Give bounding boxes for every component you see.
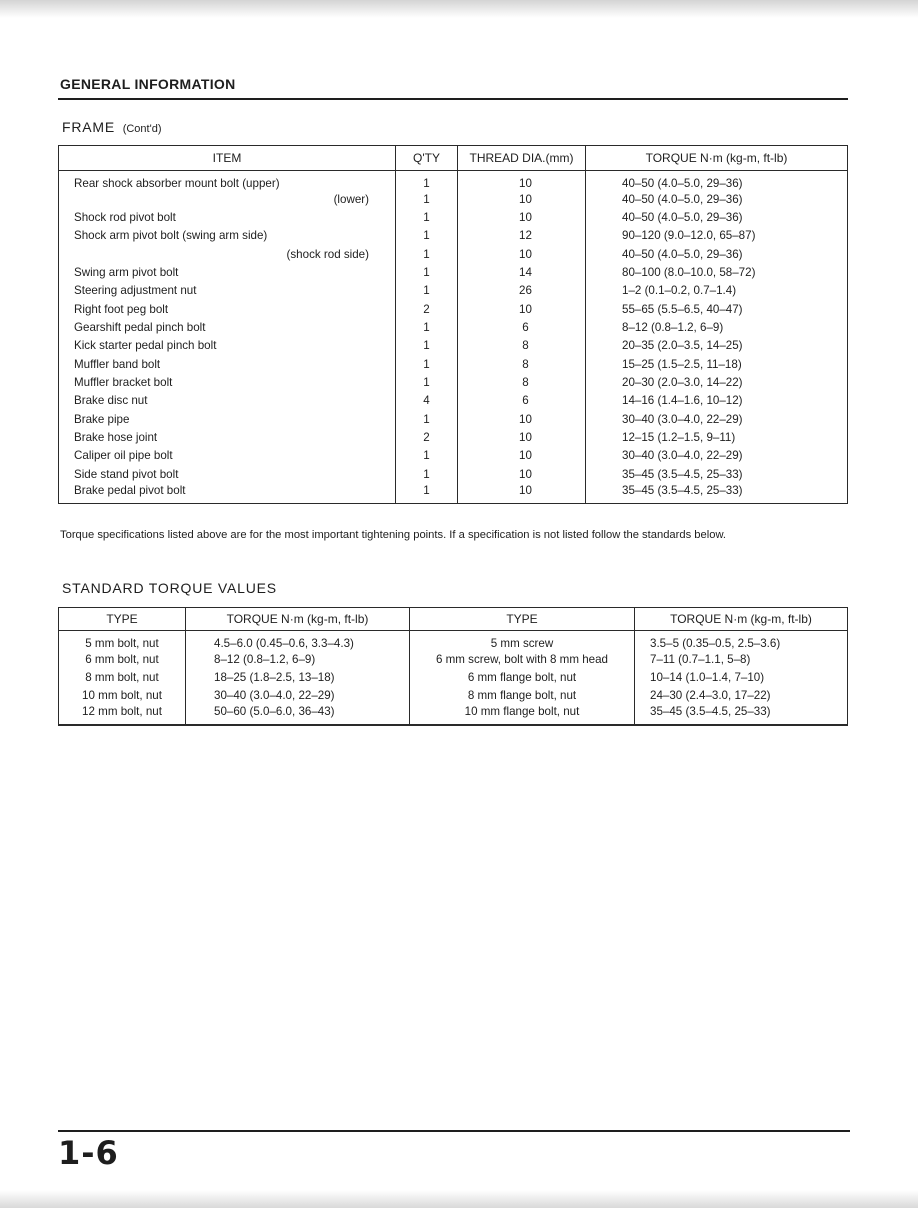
section-subtitle: (Cont'd) <box>122 123 162 135</box>
type-cell: 10 mm bolt, nut <box>82 688 162 702</box>
torque-cell: 24–30 (2.4–3.0, 17–22) <box>635 686 848 704</box>
item-cell: Swing arm pivot bolt <box>74 266 179 280</box>
torque-cell: 20–35 (2.0–3.5, 14–25) <box>586 337 848 355</box>
table-row <box>59 318 848 336</box>
table-row <box>59 300 848 318</box>
header-rule <box>58 98 848 100</box>
qty-cell: 1 <box>396 465 458 483</box>
item-cell: Shock rod pivot bolt <box>74 211 176 225</box>
frame-torque-table <box>58 145 848 504</box>
item-cell: (lower) <box>333 192 369 206</box>
qty-cell: 1 <box>396 355 458 373</box>
table-row <box>59 245 848 263</box>
column-header-type: TYPE <box>59 608 186 631</box>
standard-torque-table <box>58 607 848 726</box>
table-row <box>59 282 848 300</box>
column-header-type: TYPE <box>410 608 635 631</box>
qty-cell: 1 <box>396 263 458 281</box>
table-row <box>59 208 848 226</box>
type-cell: 12 mm bolt, nut <box>82 704 162 718</box>
item-cell: Steering adjustment nut <box>74 284 197 298</box>
column-header-item: ITEM <box>59 146 396 171</box>
qty-cell: 1 <box>396 282 458 300</box>
item-cell: (shock rod side) <box>286 247 369 261</box>
torque-cell: 30–40 (3.0–4.0, 22–29) <box>586 410 848 428</box>
type-cell: 6 mm bolt, nut <box>85 652 159 666</box>
thread-cell: 10 <box>458 447 586 465</box>
thread-cell: 8 <box>458 373 586 391</box>
standard-section-title: STANDARD TORQUE VALUES <box>62 580 277 596</box>
thread-cell: 6 <box>458 392 586 410</box>
item-cell: Brake pipe <box>74 412 130 426</box>
column-header-torque: TORQUE N·m (kg-m, ft-lb) <box>586 146 848 171</box>
thread-cell: 10 <box>458 465 586 483</box>
page-number: 1-6 <box>58 1134 119 1172</box>
torque-cell: 30–40 (3.0–4.0, 22–29) <box>186 686 410 704</box>
item-cell: Muffler bracket bolt <box>74 376 173 390</box>
thread-cell: 26 <box>458 282 586 300</box>
table-row <box>59 631 848 651</box>
thread-cell: 10 <box>458 171 586 191</box>
qty-cell: 4 <box>396 392 458 410</box>
torque-cell: 12–15 (1.2–1.5, 9–11) <box>586 428 848 446</box>
type-cell: 6 mm flange bolt, nut <box>410 668 635 686</box>
torque-cell: 40–50 (4.0–5.0, 29–36) <box>586 190 848 208</box>
section-title-text: FRAME <box>62 119 115 135</box>
table-row <box>59 227 848 245</box>
qty-cell: 2 <box>396 428 458 446</box>
qty-cell: 1 <box>396 318 458 336</box>
type-cell: 6 mm screw, bolt with 8 mm head <box>410 650 635 668</box>
standard-table-body <box>59 631 848 725</box>
qty-cell: 1 <box>396 447 458 465</box>
thread-cell: 8 <box>458 355 586 373</box>
item-cell: Right foot peg bolt <box>74 302 169 316</box>
type-cell: 5 mm bolt, nut <box>85 637 159 650</box>
table-row <box>59 668 848 686</box>
qty-cell: 1 <box>396 171 458 191</box>
thread-cell: 10 <box>458 190 586 208</box>
torque-cell: 15–25 (1.5–2.5, 11–18) <box>586 355 848 373</box>
torque-cell: 10–14 (1.0–1.4, 7–10) <box>635 668 848 686</box>
table-row <box>59 190 848 208</box>
thread-cell: 10 <box>458 245 586 263</box>
table-row <box>59 650 848 668</box>
item-cell: Caliper oil pipe bolt <box>74 449 173 463</box>
item-cell: Brake pedal pivot bolt <box>74 483 186 497</box>
torque-cell: 40–50 (4.0–5.0, 29–36) <box>586 208 848 226</box>
qty-cell: 1 <box>396 245 458 263</box>
torque-cell: 14–16 (1.4–1.6, 10–12) <box>586 392 848 410</box>
torque-cell: 50–60 (5.0–6.0, 36–43) <box>186 705 410 725</box>
table-header-row <box>59 146 848 171</box>
qty-cell: 1 <box>396 190 458 208</box>
qty-cell: 1 <box>396 337 458 355</box>
thread-cell: 10 <box>458 300 586 318</box>
table-header-row <box>59 608 848 631</box>
type-cell: 10 mm flange bolt, nut <box>410 705 635 725</box>
table-row <box>59 465 848 483</box>
torque-cell: 90–120 (9.0–12.0, 65–87) <box>586 227 848 245</box>
type-cell: 8 mm bolt, nut <box>85 670 159 684</box>
page-header: GENERAL INFORMATION <box>60 76 236 92</box>
item-cell: Brake disc nut <box>74 394 148 408</box>
torque-cell: 40–50 (4.0–5.0, 29–36) <box>586 245 848 263</box>
qty-cell: 1 <box>396 208 458 226</box>
thread-cell: 8 <box>458 337 586 355</box>
torque-cell: 80–100 (8.0–10.0, 58–72) <box>586 263 848 281</box>
section-title <box>62 119 161 135</box>
torque-cell: 8–12 (0.8–1.2, 6–9) <box>586 318 848 336</box>
table-row <box>59 686 848 704</box>
qty-cell: 1 <box>396 484 458 504</box>
item-cell: Brake hose joint <box>74 431 158 445</box>
type-cell: 5 mm screw <box>410 631 635 651</box>
item-cell: Muffler band bolt <box>74 357 161 371</box>
footer-rule <box>58 1130 850 1132</box>
thread-cell: 10 <box>458 428 586 446</box>
table-row <box>59 355 848 373</box>
item-cell: Gearshift pedal pinch bolt <box>74 321 206 335</box>
column-header-torque: TORQUE N·m (kg-m, ft-lb) <box>635 608 848 631</box>
table-row <box>59 373 848 391</box>
torque-cell: 7–11 (0.7–1.1, 5–8) <box>635 650 848 668</box>
item-cell: Rear shock absorber mount bolt (upper) <box>74 177 280 190</box>
qty-cell: 1 <box>396 227 458 245</box>
table-row <box>59 337 848 355</box>
table-row <box>59 447 848 465</box>
thread-cell: 10 <box>458 484 586 504</box>
torque-cell: 1–2 (0.1–0.2, 0.7–1.4) <box>586 282 848 300</box>
torque-cell: 35–45 (3.5–4.5, 25–33) <box>635 705 848 725</box>
type-cell: 8 mm flange bolt, nut <box>410 686 635 704</box>
scan-bottom-shadow <box>0 1190 918 1208</box>
torque-cell: 8–12 (0.8–1.2, 6–9) <box>186 650 410 668</box>
table-row <box>59 484 848 504</box>
table-row <box>59 392 848 410</box>
thread-cell: 12 <box>458 227 586 245</box>
thread-cell: 10 <box>458 410 586 428</box>
torque-cell: 40–50 (4.0–5.0, 29–36) <box>586 171 848 191</box>
torque-cell: 35–45 (3.5–4.5, 25–33) <box>586 484 848 504</box>
frame-table-body <box>59 171 848 504</box>
torque-cell: 18–25 (1.8–2.5, 13–18) <box>186 668 410 686</box>
table-row <box>59 410 848 428</box>
thread-cell: 6 <box>458 318 586 336</box>
table-row <box>59 263 848 281</box>
thread-cell: 10 <box>458 208 586 226</box>
table-row <box>59 171 848 191</box>
qty-cell: 1 <box>396 373 458 391</box>
column-header-qty: Q'TY <box>396 146 458 171</box>
torque-cell: 3.5–5 (0.35–0.5, 2.5–3.6) <box>635 631 848 651</box>
torque-cell: 30–40 (3.0–4.0, 22–29) <box>586 447 848 465</box>
column-header-torque: TORQUE N·m (kg-m, ft-lb) <box>186 608 410 631</box>
torque-cell: 20–30 (2.0–3.0, 14–22) <box>586 373 848 391</box>
torque-cell: 35–45 (3.5–4.5, 25–33) <box>586 465 848 483</box>
qty-cell: 2 <box>396 300 458 318</box>
item-cell: Side stand pivot bolt <box>74 467 179 481</box>
item-cell: Shock arm pivot bolt (swing arm side) <box>74 229 268 243</box>
thread-cell: 14 <box>458 263 586 281</box>
torque-cell: 4.5–6.0 (0.45–0.6, 3.3–4.3) <box>186 631 410 651</box>
scan-top-shadow <box>0 0 918 18</box>
qty-cell: 1 <box>396 410 458 428</box>
table-row <box>59 705 848 725</box>
torque-cell: 55–65 (5.5–6.5, 40–47) <box>586 300 848 318</box>
table-row <box>59 428 848 446</box>
item-cell: Kick starter pedal pinch bolt <box>74 339 217 353</box>
column-header-thread: THREAD DIA.(mm) <box>458 146 586 171</box>
torque-note: Torque specifications listed above are for the most important tightening points. If a specification is not listed follow the standards below. <box>60 529 727 541</box>
